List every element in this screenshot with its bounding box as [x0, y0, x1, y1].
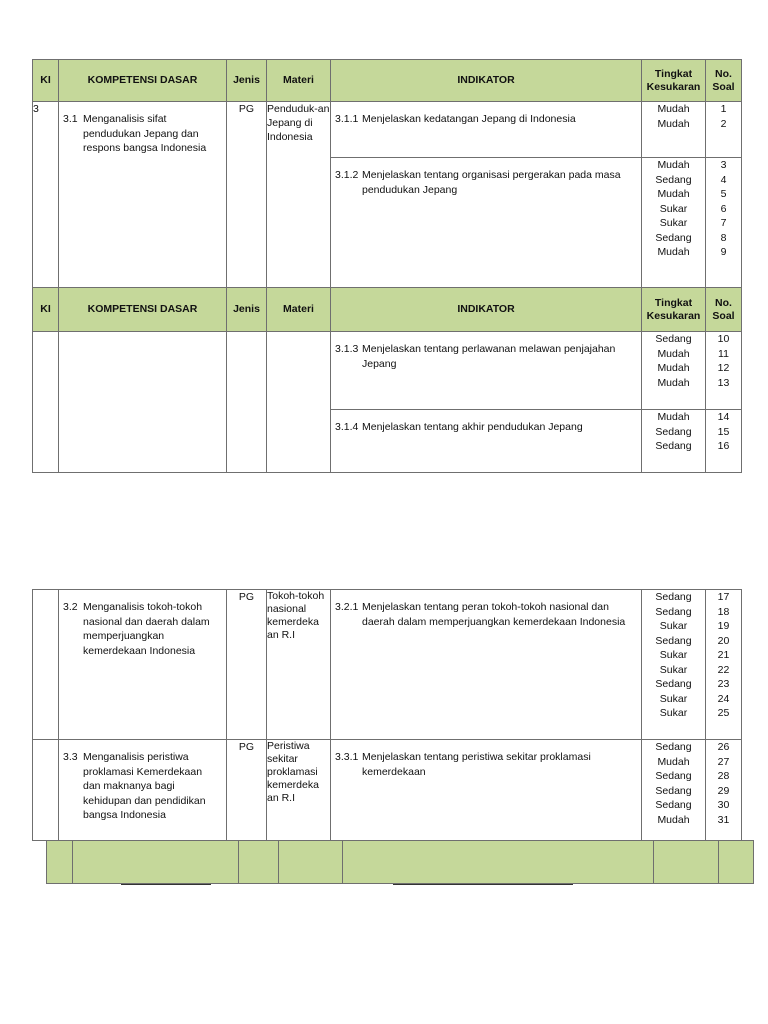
- jenis-cell: PG: [227, 590, 267, 740]
- level: Mudah: [657, 376, 690, 389]
- level: Mudah: [657, 246, 690, 258]
- header-indikator: INDIKATOR: [331, 60, 642, 102]
- indikator-cell: [331, 740, 642, 841]
- header-tingkat-line1: Tingkat: [654, 296, 693, 309]
- indikator-text: Menjelaskan tentang perlawanan melawan penjajahan Jepang: [362, 343, 616, 370]
- strip-cell-no: [719, 841, 753, 883]
- header-materi: Materi: [267, 288, 331, 332]
- header-tingkat-line2: Kesukaran: [646, 80, 701, 93]
- kd-cell: [59, 332, 227, 473]
- soal-number: 1: [720, 103, 727, 115]
- soal-number: 25: [717, 707, 730, 719]
- header-indikator: INDIKATOR: [331, 288, 642, 332]
- no-soal-cell: [706, 410, 742, 473]
- no-soal-cell: [706, 158, 742, 288]
- level: Sedang: [655, 173, 692, 186]
- level: Sukar: [659, 620, 688, 632]
- strip-cell-kd: [73, 841, 239, 883]
- indikator-number: 3.3.1: [335, 751, 359, 763]
- header-no-line2: Soal: [712, 80, 735, 93]
- soal-number: 8: [720, 231, 727, 244]
- ki-cell: 3: [33, 102, 59, 288]
- soal-number: 16: [717, 440, 730, 452]
- soal-number: 12: [717, 362, 730, 374]
- soal-number: 30: [717, 799, 730, 811]
- indikator-cell: [331, 332, 642, 410]
- soal-number: 17: [717, 591, 730, 603]
- kd-text: Menganalisis tokoh-tokoh nasional dan daerah dalam memperjuangkan kemerdekaan Indonesia: [83, 601, 210, 657]
- jenis-cell: [227, 332, 267, 473]
- kd-number: 3.3: [63, 751, 78, 763]
- indikator-number: 3.1.4: [335, 421, 359, 433]
- no-soal-cell: [706, 740, 742, 841]
- level: Sedang: [655, 770, 692, 782]
- strip-cell-materi: [279, 841, 343, 883]
- soal-number: 23: [717, 678, 730, 690]
- soal-number: 6: [720, 202, 727, 215]
- level: Mudah: [657, 347, 690, 360]
- no-soal-cell: [706, 590, 742, 740]
- ki-cell: [33, 590, 59, 740]
- level: Mudah: [657, 188, 690, 200]
- tingkat-cell: [642, 590, 706, 740]
- indikator-text: Menjelaskan tentang peristiwa sekitar proklamasi kemerdekaan: [362, 751, 591, 778]
- header-jenis: Jenis: [227, 288, 267, 332]
- tingkat-cell: [642, 158, 706, 288]
- materi-cell: Tokoh-tokoh nasional kemerdeka an R.I: [267, 590, 331, 740]
- soal-number: 10: [717, 333, 730, 345]
- soal-number: 3: [720, 159, 727, 171]
- soal-number: 14: [717, 411, 730, 423]
- level: Sedang: [655, 741, 692, 753]
- level: Mudah: [657, 117, 690, 130]
- jenis-cell: PG: [227, 740, 267, 841]
- level: Sukar: [659, 707, 688, 719]
- level: Mudah: [657, 411, 690, 423]
- indikator-cell: [331, 102, 642, 158]
- header-ki: KI: [33, 288, 59, 332]
- indikator-number: 3.1.3: [335, 343, 359, 355]
- level: Sukar: [659, 663, 688, 676]
- header-no-line2: Soal: [712, 309, 735, 322]
- soal-number: 5: [720, 188, 727, 200]
- header-no-line1: No.: [715, 296, 732, 309]
- soal-number: 22: [717, 663, 730, 676]
- header-tingkat-line2: Kesukaran: [646, 309, 701, 322]
- soal-number: 9: [720, 246, 727, 258]
- next-page-header-strip: [46, 840, 754, 884]
- level: Sukar: [659, 692, 688, 705]
- materi-cell: [267, 332, 331, 473]
- kd-cell: [59, 740, 227, 841]
- level: Sukar: [659, 649, 688, 661]
- table-row: [33, 332, 742, 410]
- tingkat-cell: [642, 102, 706, 158]
- level: Sedang: [655, 799, 692, 811]
- indikator-text: Menjelaskan tentang peran tokoh-tokoh nasional dan daerah dalam memperjuangkan kemerdekaan Indonesia: [362, 601, 626, 628]
- kd-cell: [59, 102, 227, 288]
- indikator-number: 3.1.1: [335, 113, 359, 125]
- indikator-cell: [331, 158, 642, 288]
- soal-number: 19: [717, 620, 730, 632]
- header-jenis: Jenis: [227, 60, 267, 102]
- header-no-soal: [706, 288, 742, 332]
- level: Sedang: [655, 425, 692, 438]
- indikator-text: Menjelaskan tentang organisasi pergerakan pada masa pendudukan Jepang: [362, 169, 621, 196]
- header-kd: KOMPETENSI DASAR: [59, 60, 227, 102]
- level: Sukar: [659, 202, 688, 215]
- strip-cell-jenis: [239, 841, 279, 883]
- ki-cell: [33, 332, 59, 473]
- level: Mudah: [657, 755, 690, 768]
- kd-cell: [59, 590, 227, 740]
- header-tingkat: [642, 288, 706, 332]
- tingkat-cell: [642, 740, 706, 841]
- indikator-cell: [331, 410, 642, 473]
- ki-cell: [33, 740, 59, 841]
- header-no-soal: [706, 60, 742, 102]
- jenis-cell: PG: [227, 102, 267, 288]
- no-soal-cell: [706, 102, 742, 158]
- header-tingkat-line1: Tingkat: [654, 67, 693, 80]
- level: Sukar: [659, 217, 688, 229]
- materi-cell: Penduduk-an Jepang di Indonesia: [267, 102, 331, 288]
- soal-number: 24: [717, 692, 730, 705]
- level: Sedang: [655, 231, 692, 244]
- header-row: [33, 60, 742, 102]
- indikator-text: Menjelaskan kedatangan Jepang di Indonesia: [362, 113, 576, 125]
- header-kd: KOMPETENSI DASAR: [59, 288, 227, 332]
- kd-number: 3.2: [63, 601, 78, 613]
- indikator-text: Menjelaskan tentang akhir pendudukan Jepang: [362, 421, 583, 433]
- level: Mudah: [657, 362, 690, 374]
- indikator-cell: [331, 590, 642, 740]
- strip-cell-indikator: [343, 841, 654, 883]
- soal-number: 15: [717, 425, 730, 438]
- level: Sedang: [655, 678, 692, 690]
- level: Sedang: [655, 634, 692, 647]
- soal-number: 2: [720, 117, 727, 130]
- table-row: [33, 102, 742, 158]
- tingkat-cell: [642, 332, 706, 410]
- soal-number: 28: [717, 770, 730, 782]
- level: Sedang: [655, 784, 692, 797]
- level: Sedang: [655, 440, 692, 452]
- kd-text: Menganalisis sifat pendudukan Jepang dan respons bangsa Indonesia: [83, 113, 207, 154]
- indikator-number: 3.1.2: [335, 169, 359, 181]
- tingkat-cell: [642, 410, 706, 473]
- soal-number: 11: [718, 347, 729, 360]
- kisi-table-1: [32, 59, 742, 473]
- strip-cell-tingkat: [654, 841, 719, 883]
- soal-number: 31: [717, 813, 730, 826]
- kd-number: 3.1: [63, 113, 78, 125]
- level: Mudah: [657, 813, 690, 826]
- indikator-number: 3.2.1: [335, 601, 359, 613]
- soal-number: 13: [717, 376, 730, 389]
- table-row: [33, 740, 742, 841]
- level: Sedang: [655, 333, 692, 345]
- header-tingkat: [642, 60, 706, 102]
- level: Mudah: [657, 159, 690, 171]
- no-soal-cell: [706, 332, 742, 410]
- level: Sedang: [655, 605, 692, 618]
- soal-number: 26: [717, 741, 730, 753]
- kisi-table-2: [32, 589, 742, 841]
- strip-cell-ki: [47, 841, 73, 883]
- kd-text: Menganalisis peristiwa proklamasi Kemerdekaan dan maknanya bagi kehidupan dan pendidikan bangsa Indonesia: [83, 751, 206, 821]
- header-no-line1: No.: [715, 67, 732, 80]
- soal-number: 4: [720, 173, 727, 186]
- table-row: [33, 590, 742, 740]
- level: Sedang: [655, 591, 692, 603]
- soal-number: 27: [717, 755, 730, 768]
- soal-number: 18: [717, 605, 730, 618]
- header-materi: Materi: [267, 60, 331, 102]
- soal-number: 7: [720, 217, 727, 229]
- header-ki: KI: [33, 60, 59, 102]
- level: Mudah: [657, 103, 690, 115]
- soal-number: 20: [717, 634, 730, 647]
- soal-number: 29: [717, 784, 730, 797]
- materi-cell: Peristiwa sekitar proklamasi kemerdeka an R.I: [267, 740, 331, 841]
- header-row: [33, 288, 742, 332]
- soal-number: 21: [717, 649, 730, 661]
